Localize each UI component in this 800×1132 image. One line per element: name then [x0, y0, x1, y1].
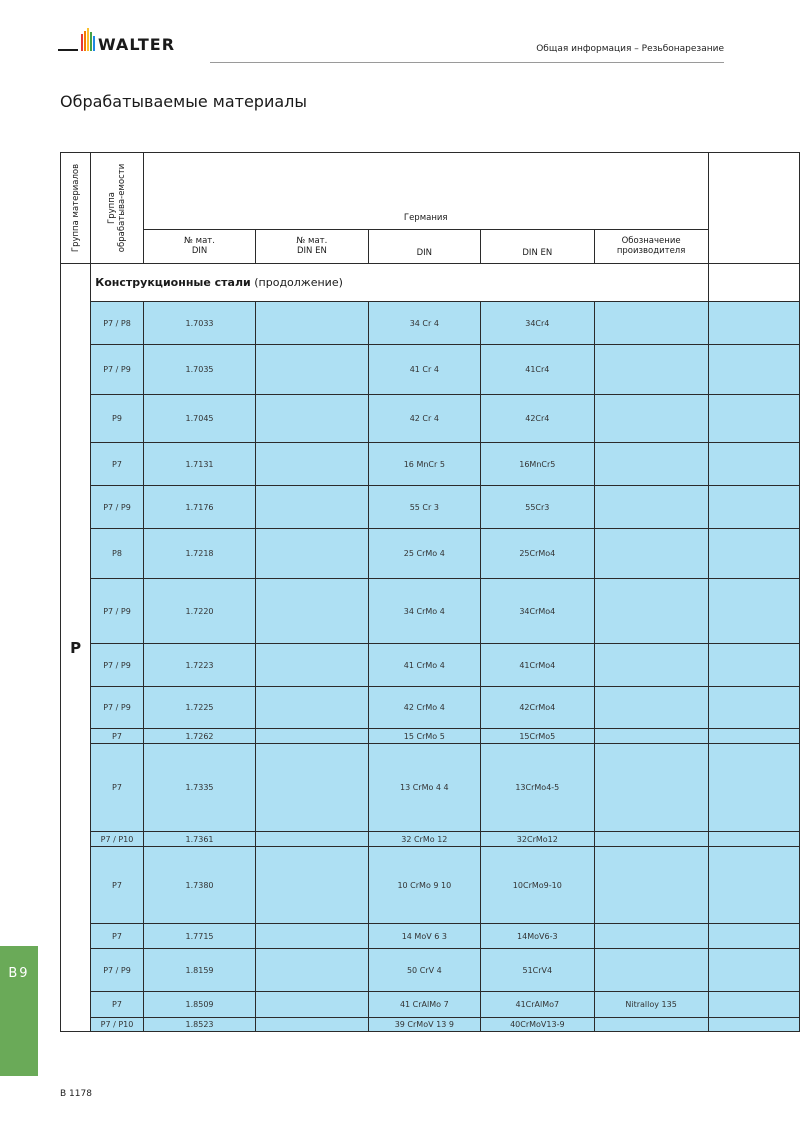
cell-grp: P9: [91, 395, 144, 443]
cell-din: 50 CrV 4: [368, 949, 481, 992]
cell-manufacturer: [594, 744, 708, 832]
cell-grp: P7: [91, 729, 144, 744]
cell-din-en: 16MnCr5: [481, 443, 594, 486]
cell-manufacturer: [594, 1018, 708, 1032]
materials-table-wrapper: [60, 152, 800, 1032]
cell-din: 16 MnCr 5: [368, 443, 481, 486]
cell-grp: P8: [91, 529, 144, 579]
cell-grp: P7 / P9: [91, 579, 144, 644]
cell-extra: [708, 744, 799, 832]
cell-mat-din-en: [256, 832, 368, 847]
cell-manufacturer: [594, 486, 708, 529]
cell-mat-din: 1.8159: [143, 949, 256, 992]
cell-din: 15 CrMo 5: [368, 729, 481, 744]
cell-manufacturer: [594, 832, 708, 847]
cell-mat-din: 1.8523: [143, 1018, 256, 1032]
header-mat-din-en: № мат. DIN EN: [256, 229, 368, 263]
cell-din-en: 55Cr3: [481, 486, 594, 529]
cell-manufacturer: Nitralloy 135: [594, 992, 708, 1018]
cell-din: 39 CrMoV 13 9: [368, 1018, 481, 1032]
materials-table: [60, 152, 800, 1032]
cell-mat-din: 1.7715: [143, 924, 256, 949]
cell-extra: [708, 729, 799, 744]
cell-din-en: 42Cr4: [481, 395, 594, 443]
cell-grp: P7: [91, 992, 144, 1018]
header-din: DIN: [368, 229, 481, 263]
cell-din-en: 32CrMo12: [481, 832, 594, 847]
cell-manufacturer: [594, 579, 708, 644]
header-manufacturer: Обозначение производителя: [594, 229, 708, 263]
cell-din: 34 CrMo 4: [368, 579, 481, 644]
brand-wordmark: WALTER: [98, 35, 176, 54]
material-group-letter: P: [61, 264, 91, 1032]
cell-mat-din-en: [256, 529, 368, 579]
header-title: Общая информация – Резьбонарезание: [536, 44, 724, 54]
cell-mat-din: 1.7262: [143, 729, 256, 744]
cell-mat-din: 1.7225: [143, 687, 256, 729]
cell-manufacturer: [594, 924, 708, 949]
cell-grp: P7: [91, 744, 144, 832]
cell-mat-din: 1.7035: [143, 345, 256, 395]
cell-din-en: 13CrMo4-5: [481, 744, 594, 832]
cell-din-en: 41Cr4: [481, 345, 594, 395]
cell-din: 41 Cr 4: [368, 345, 481, 395]
cell-grp: P7: [91, 847, 144, 924]
cell-grp: P7 / P9: [91, 687, 144, 729]
cell-extra: [708, 486, 799, 529]
cell-din-en: 40CrMoV13-9: [481, 1018, 594, 1032]
cell-din-en: 42CrMo4: [481, 687, 594, 729]
cell-din-en: 41CrMo4: [481, 644, 594, 687]
cell-manufacturer: [594, 302, 708, 345]
cell-mat-din-en: [256, 924, 368, 949]
cell-manufacturer: [594, 529, 708, 579]
header-din-en: DIN EN: [481, 229, 594, 263]
page-number: B 1178: [60, 1089, 92, 1099]
cell-manufacturer: [594, 345, 708, 395]
cell-mat-din-en: [256, 486, 368, 529]
cell-din: 32 CrMo 12: [368, 832, 481, 847]
section-tab: [0, 946, 38, 1076]
header-material-group: Группа материалов: [61, 153, 91, 264]
header-next-column: [708, 153, 799, 264]
cell-mat-din-en: [256, 949, 368, 992]
cell-grp: P7: [91, 443, 144, 486]
cell-mat-din: 1.7033: [143, 302, 256, 345]
cell-mat-din: 1.7220: [143, 579, 256, 644]
cell-mat-din: 1.7223: [143, 644, 256, 687]
cell-grp: P7 / P9: [91, 644, 144, 687]
cell-extra: [708, 847, 799, 924]
cell-manufacturer: [594, 729, 708, 744]
cell-mat-din-en: [256, 729, 368, 744]
cell-mat-din-en: [256, 443, 368, 486]
cell-extra: [708, 395, 799, 443]
cell-mat-din-en: [256, 395, 368, 443]
header-country: Германия: [143, 153, 708, 230]
cell-mat-din-en: [256, 644, 368, 687]
cell-mat-din-en: [256, 579, 368, 644]
cell-din-en: 10CrMo9-10: [481, 847, 594, 924]
cell-grp: P7 / P9: [91, 486, 144, 529]
cell-manufacturer: [594, 443, 708, 486]
cell-mat-din-en: [256, 302, 368, 345]
cell-mat-din-en: [256, 744, 368, 832]
cell-din: 34 Cr 4: [368, 302, 481, 345]
cell-grp: P7 / P10: [91, 1018, 144, 1032]
cell-mat-din: 1.7045: [143, 395, 256, 443]
cell-manufacturer: [594, 949, 708, 992]
cell-extra: [708, 529, 799, 579]
cell-din-en: 15CrMo5: [481, 729, 594, 744]
cell-mat-din-en: [256, 1018, 368, 1032]
cell-extra: [708, 924, 799, 949]
cell-grp: P7: [91, 924, 144, 949]
cell-din: 55 Cr 3: [368, 486, 481, 529]
cell-grp: P7 / P9: [91, 345, 144, 395]
cell-extra: [708, 579, 799, 644]
cell-grp: P7 / P9: [91, 949, 144, 992]
cell-extra: [708, 832, 799, 847]
section-title: Конструкционные стали (продолжение): [91, 264, 708, 302]
section-title-extra: [708, 264, 799, 302]
cell-manufacturer: [594, 395, 708, 443]
cell-mat-din: 1.7361: [143, 832, 256, 847]
header-divider: [210, 62, 724, 63]
cell-extra: [708, 949, 799, 992]
cell-mat-din-en: [256, 992, 368, 1018]
cell-din: 25 CrMo 4: [368, 529, 481, 579]
cell-din-en: 34CrMo4: [481, 579, 594, 644]
cell-mat-din: 1.7335: [143, 744, 256, 832]
cell-extra: [708, 1018, 799, 1032]
cell-manufacturer: [594, 847, 708, 924]
cell-din: 14 MoV 6 3: [368, 924, 481, 949]
cell-extra: [708, 992, 799, 1018]
section-tab-label: B9: [8, 966, 30, 981]
cell-mat-din-en: [256, 687, 368, 729]
cell-mat-din-en: [256, 345, 368, 395]
cell-mat-din-en: [256, 847, 368, 924]
cell-extra: [708, 443, 799, 486]
page-title: Обрабатываемые материалы: [60, 92, 308, 111]
header-mat-din: № мат. DIN: [143, 229, 256, 263]
walter-logo: [58, 28, 198, 62]
cell-mat-din: 1.7176: [143, 486, 256, 529]
cell-din: 42 CrMo 4: [368, 687, 481, 729]
cell-din-en: 51CrV4: [481, 949, 594, 992]
cell-extra: [708, 302, 799, 345]
cell-din: 41 CrMo 4: [368, 644, 481, 687]
cell-din: 10 CrMo 9 10: [368, 847, 481, 924]
cell-din: 42 Cr 4: [368, 395, 481, 443]
cell-mat-din: 1.8509: [143, 992, 256, 1018]
cell-mat-din: 1.7380: [143, 847, 256, 924]
cell-din-en: 41CrAlMo7: [481, 992, 594, 1018]
cell-extra: [708, 345, 799, 395]
cell-manufacturer: [594, 644, 708, 687]
cell-din-en: 25CrMo4: [481, 529, 594, 579]
cell-manufacturer: [594, 687, 708, 729]
cell-mat-din: 1.7131: [143, 443, 256, 486]
cell-din-en: 34Cr4: [481, 302, 594, 345]
header-machinability-group: Группа обрабатыва-емости: [91, 153, 144, 264]
cell-din: 41 CrAlMo 7: [368, 992, 481, 1018]
cell-mat-din: 1.7218: [143, 529, 256, 579]
cell-din-en: 14MoV6-3: [481, 924, 594, 949]
cell-grp: P7 / P8: [91, 302, 144, 345]
cell-din: 13 CrMo 4 4: [368, 744, 481, 832]
cell-grp: P7 / P10: [91, 832, 144, 847]
cell-extra: [708, 644, 799, 687]
cell-extra: [708, 687, 799, 729]
